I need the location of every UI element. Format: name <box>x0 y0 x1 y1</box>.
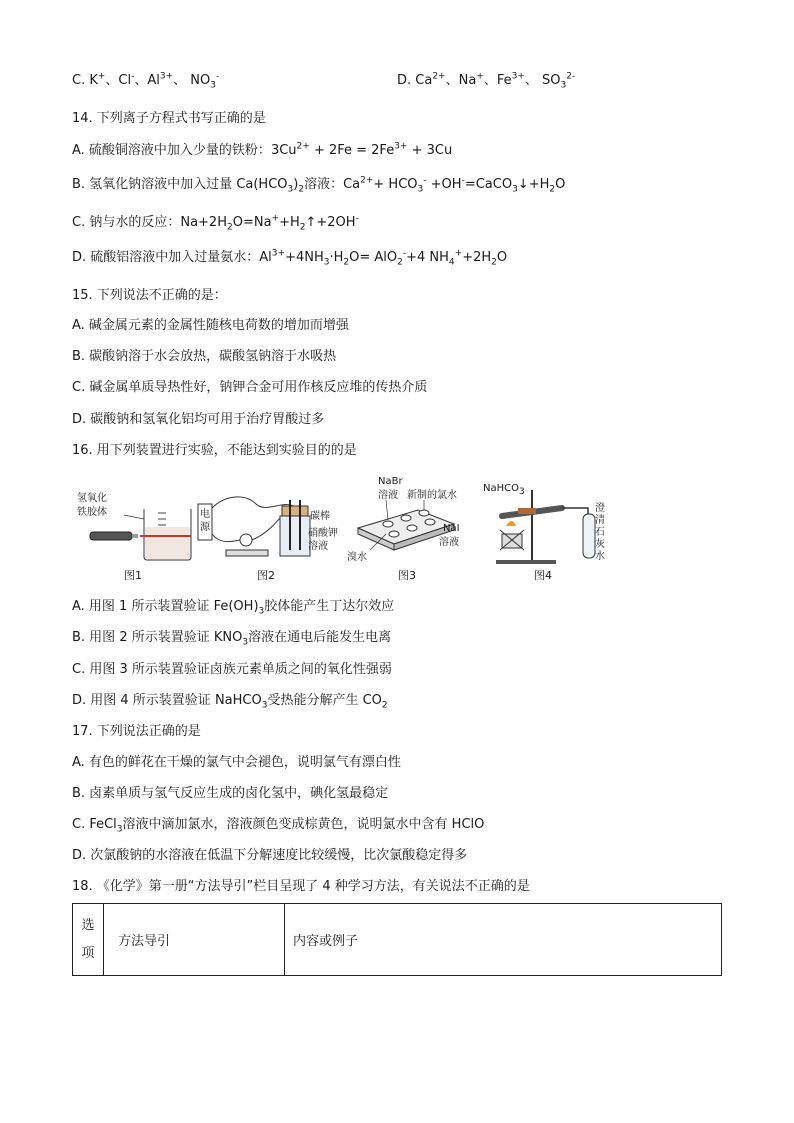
q17-option-d: D. 次氯酸钠的水溶液在低温下分解速度比较缓慢，比次氯酸稳定得多 <box>72 848 468 863</box>
fig4-label: 图4 <box>534 569 552 582</box>
fig3-label: 图3 <box>398 569 416 582</box>
q15-option-a: A. 碱金属元素的金属性随核电荷数的增加而增强 <box>72 318 349 333</box>
q15-option-c: C. 碱金属单质导热性好，钠钾合金可用作核反应堆的传热介质 <box>72 380 428 395</box>
q18-col-method: 方法导引 <box>104 904 285 976</box>
q17-option-c: C. FeCl$_3$溶液中滴加氯水，溶液颜色变成棕黄色，说明氯水中含有 HClO <box>72 817 485 835</box>
q14-option-b: B. 氢氧化钠溶液中加入过量 $Ca(HCO_3)_2$溶液：$Ca^{2+}+ HCO_3^-$ $+OH^-=CaCO_3↓+H_2O$ <box>72 175 566 195</box>
q16-option-d: D. 用图 4 所示装置验证 NaHCO$_3$受热能分解产生 $CO_2$ <box>72 693 388 711</box>
q14-stem: 14. 下列离子方程式书写正确的是 <box>72 111 266 126</box>
fig3-cl: 新制的氯水 <box>407 490 457 501</box>
q16-option-a: A. 用图 1 所示装置验证 $Fe(OH)_3$胶体能产生丁达尔效应 <box>72 599 395 617</box>
q13-option-d: D. $Ca^{2+}$、Na+、$Fe^{3+}$、 $SO_3^{2-}$ <box>397 71 576 91</box>
q17-option-a: A. 有色的鲜花在干燥的氯气中会褪色，说明氯气有漂白性 <box>72 755 401 770</box>
q15-option-b: B. 碳酸钠溶于水会放热，碳酸氢钠溶于水吸热 <box>72 349 337 364</box>
q17-option-b: B. 卤素单质与氢气反应生成的卤化氢中，碘化氢最稳定 <box>72 786 389 801</box>
fig1-label: 图1 <box>124 569 142 582</box>
fig1-text1: 氢氧化 <box>77 493 107 504</box>
q18-col-content: 内容或例子 <box>285 904 722 976</box>
q15-option-d: D. 碳酸钠和氢氧化铝均可用于治疗胃酸过多 <box>72 412 325 427</box>
fig3-nai2: 溶液 <box>439 537 459 548</box>
fig2-sol-label1: 硝酸钾 <box>308 528 338 539</box>
fig2-label: 图2 <box>257 569 275 582</box>
fig1-text2: 铁胶体 <box>77 507 107 518</box>
q18-stem: 18. 《化学》第一册“方法导引”栏目呈现了 4 种学习方法，有关说法不正确的是 <box>72 879 530 894</box>
q15-stem: 15. 下列说法不正确的是： <box>72 288 227 303</box>
q14-option-a: A. 硫酸铜溶液中加入少量的铁粉：$3Cu^{2+} + 2Fe = 2Fe^{3+} + 3Cu$ <box>72 141 453 158</box>
q14-option-d: D. 硫酸铝溶液中加入过量氨水：$Al^{3+}+4NH_3\cdot H_2O= AlO_2^-+4$ $NH_4^++2H_2O$ <box>72 248 508 268</box>
q14-option-c: C. 钠与水的反应：$Na+2H_2O=Na^++H_2↑+2OH^-$ <box>72 213 359 233</box>
q16-option-c: C. 用图 3 所示装置验证卤族元素单质之间的氧化性强弱 <box>72 662 392 677</box>
fig3-nai1: NaI <box>443 523 460 534</box>
q18-table <box>72 903 722 976</box>
fig3-nabr2: 溶液 <box>378 490 398 501</box>
fig4-nahco3: NaHCO$_3$ <box>483 483 525 497</box>
fig4-lime: 澄清石灰水 <box>595 503 605 562</box>
fig2-sol-label2: 溶液 <box>308 541 328 552</box>
fig1-apparatus <box>88 505 198 565</box>
q13-option-c: C. K+、Cl-、$Al^{3+}$、 $NO_3^-$ <box>72 71 220 91</box>
fig3-nabr1: NaBr <box>378 476 403 487</box>
fig2-rod-label: 碳棒 <box>310 511 330 522</box>
q16-option-b: B. 用图 2 所示装置验证 $KNO_3$溶液在通电后能发生电离 <box>72 630 392 648</box>
fig3-br: 溴水 <box>347 552 367 563</box>
fig2-power-label: 电源 <box>200 509 210 533</box>
q18-col-option: 选 项 <box>73 904 104 976</box>
q17-stem: 17. 下列说法正确的是 <box>72 724 201 739</box>
q16-stem: 16. 用下列装置进行实验，不能达到实验目的的是 <box>72 443 357 458</box>
